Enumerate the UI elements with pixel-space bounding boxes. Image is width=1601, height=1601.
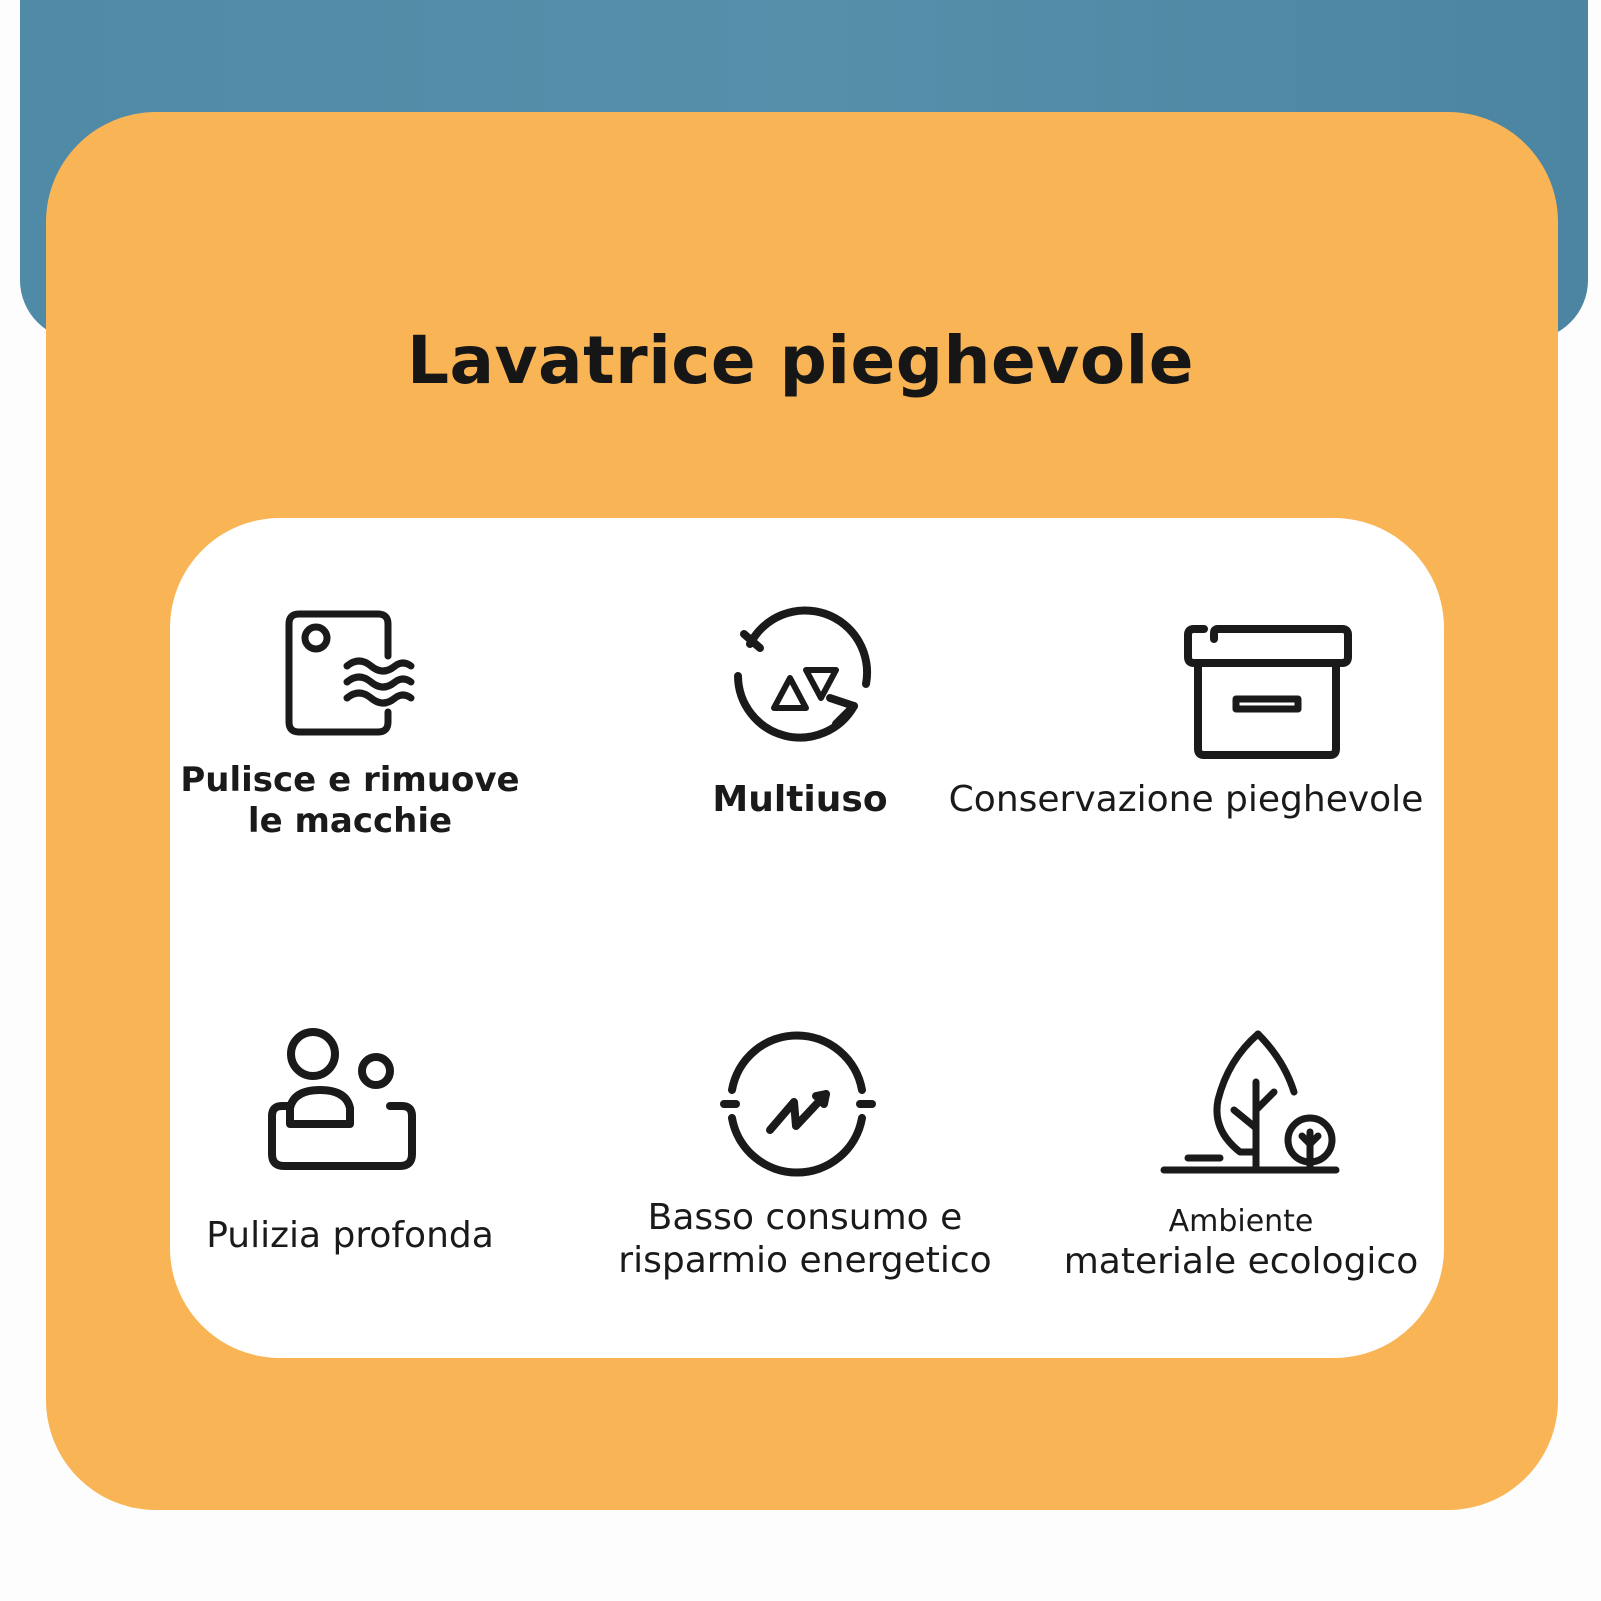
feature-label-energy-saving: Basso consumo e risparmio energetico <box>618 1197 992 1282</box>
energy-icon <box>722 1030 874 1180</box>
storage-box-icon <box>1184 625 1354 760</box>
feature-label-multiuso: Multiuso <box>712 779 888 820</box>
feature-label-deep-clean: Pulizia profonda <box>206 1215 494 1256</box>
page-title: Lavatrice pieghevole <box>406 322 1195 399</box>
feature-label-eco-material: Ambiente materiale ecologico <box>1063 1204 1419 1282</box>
tree-leaf-icon <box>1160 1030 1340 1180</box>
feature-label-folding-storage: Conservazione pieghevole <box>948 779 1424 820</box>
bathtub-icon <box>264 1026 424 1186</box>
washer-icon <box>283 606 423 741</box>
multi-use-icon <box>726 606 876 756</box>
feature-label-stain-removal: Pulisce e rimuove le macchie <box>180 760 520 841</box>
